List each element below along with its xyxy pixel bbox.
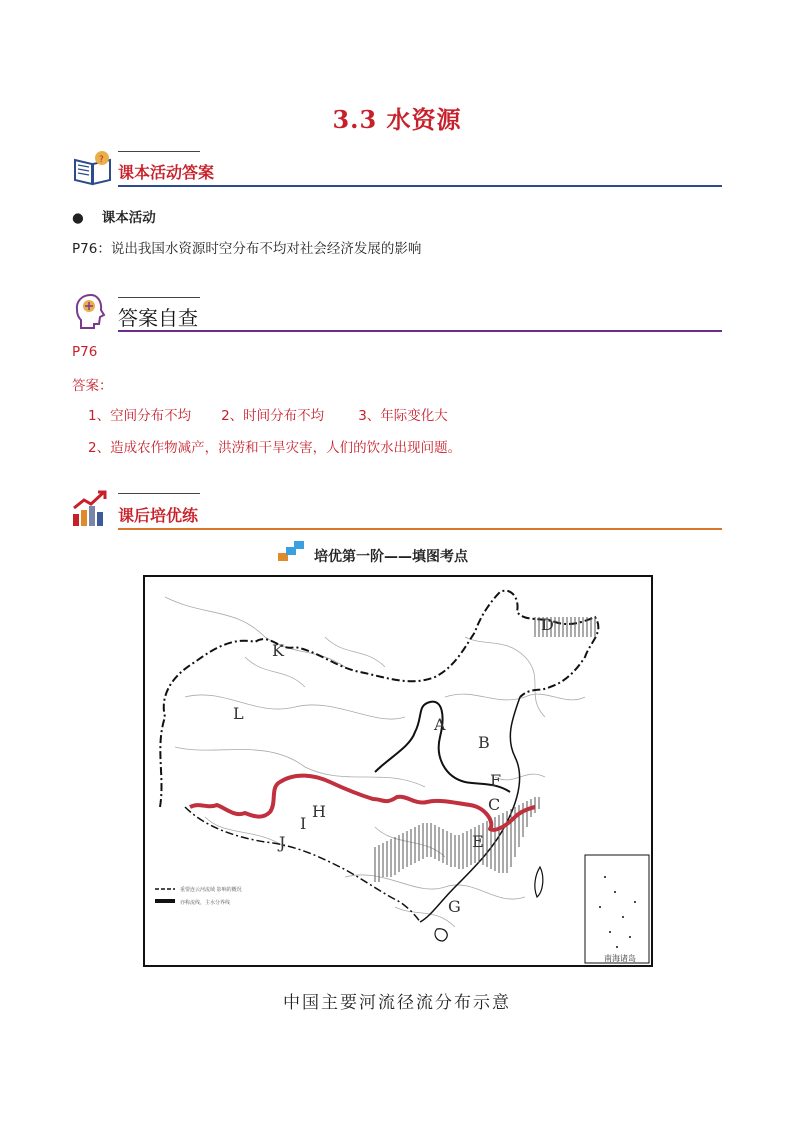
hainan-island: [435, 929, 447, 941]
map-label-c: C: [488, 795, 501, 814]
section-heading-practice: 课后培优练: [118, 506, 199, 525]
answer-line-1: [88, 404, 448, 424]
section-rule: [118, 528, 722, 530]
practice-subtitle: 培优第一阶——填图考点: [314, 549, 468, 565]
map-label-a: A: [434, 715, 446, 734]
section-deco-line: [118, 493, 200, 494]
activity-question: P76：说出我国水资源时空分布不均对社会经济发展的影响: [72, 241, 422, 257]
legend-text: 亦称流线，主水分界线: [180, 900, 231, 906]
activity-bullet-title: 课本活动: [101, 210, 156, 226]
section-rule: [118, 185, 722, 187]
head-thinking-icon: [72, 292, 110, 334]
map-label-i: I: [300, 814, 307, 833]
growth-chart-icon: [72, 490, 108, 532]
national-border: [160, 591, 598, 807]
china-river-map: [143, 575, 653, 967]
map-label-j: J: [279, 833, 286, 852]
map-label-h: H: [312, 802, 326, 821]
bullet-dot: ●: [72, 210, 84, 226]
map-label-g: G: [448, 897, 461, 916]
taiwan-island: [535, 867, 543, 897]
section-header-check: [72, 292, 722, 332]
page-title: 3.3 水资源: [332, 105, 462, 134]
activity-bullet: [72, 206, 156, 226]
answer-label: 答案：: [72, 378, 113, 394]
map-label-d: D: [541, 615, 554, 634]
steps-icon: [278, 539, 310, 567]
map-caption: 中国主要河流径流分布示意: [283, 993, 511, 1013]
map-label-k: K: [272, 641, 284, 660]
map-legend: [155, 886, 242, 906]
map-label-e: E: [472, 832, 484, 851]
map-label-f: F: [490, 771, 502, 790]
section-heading-activity: 课本活动答案: [118, 163, 215, 182]
inset-label: 南海诸岛: [604, 954, 636, 963]
answer-item: 1、空间分布不均: [88, 408, 192, 424]
section-header-practice: [72, 490, 722, 530]
svg-text:?: ?: [99, 155, 104, 165]
map-label-b: B: [478, 733, 490, 752]
map-label-l: L: [233, 704, 244, 723]
section-heading-check: 答案自查: [118, 306, 198, 330]
section-deco-line: [118, 151, 200, 152]
section-rule: [118, 330, 722, 332]
book-icon: [72, 150, 114, 190]
section-header-activity: [72, 148, 722, 188]
answer-item: 3、年际变化大: [358, 408, 448, 424]
legend-text: 重要连云河流域 影响的概况: [180, 887, 242, 893]
answer-page: P76: [72, 344, 98, 360]
answer-line-2: 2、造成农作物减产，洪涝和干旱灾害，人们的饮水出现问题。: [88, 440, 462, 456]
answer-item: 2、时间分布不均: [221, 408, 325, 424]
section-deco-line: [118, 297, 200, 298]
